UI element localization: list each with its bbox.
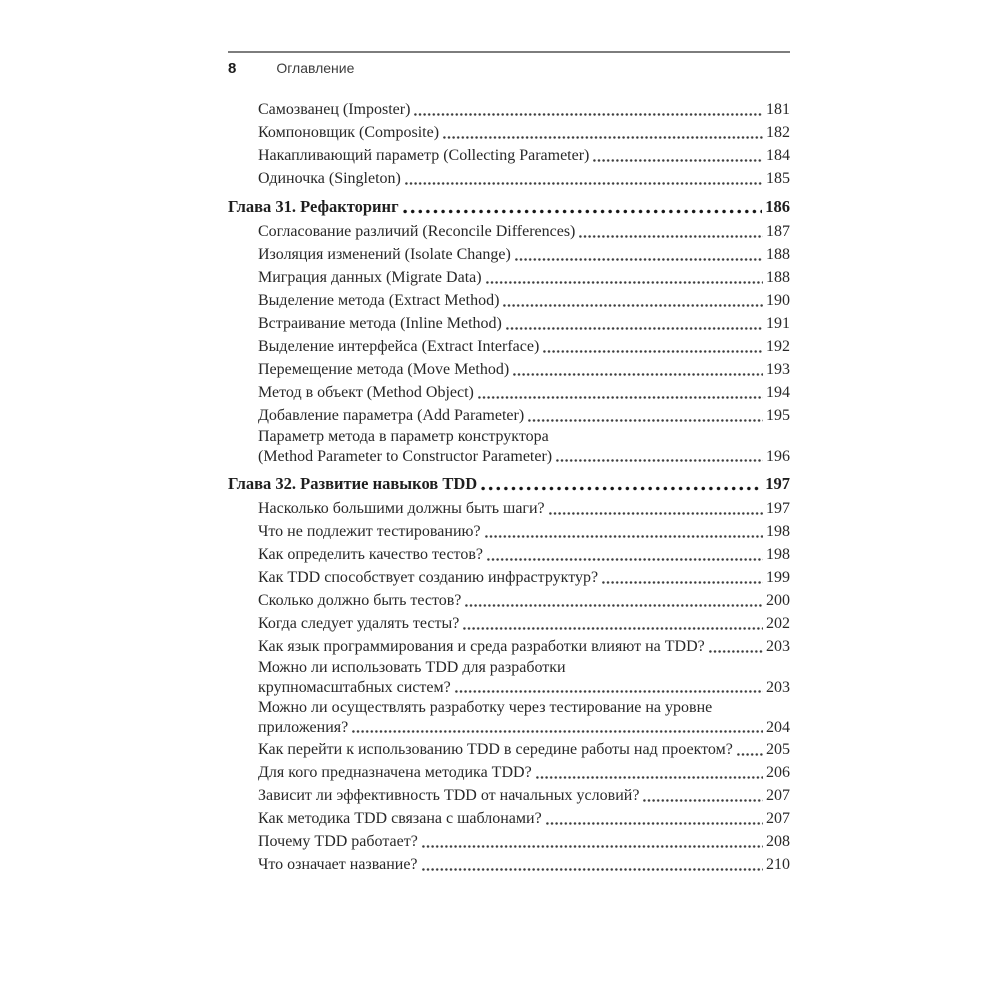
toc-chapter-entry — [228, 472, 790, 495]
toc-entry-title: крупномасштабных систем? — [258, 679, 451, 696]
toc-page-number: 196 — [766, 448, 790, 465]
toc-page-number: 181 — [766, 101, 790, 118]
toc-entry-title: Добавление параметра (Add Parameter) — [258, 407, 525, 424]
toc-sub-entry — [228, 144, 790, 167]
toc-sub-entry — [228, 698, 790, 738]
toc-sub-entry — [228, 635, 790, 658]
toc-page-number: 193 — [766, 361, 790, 378]
dot-leader — [506, 326, 763, 331]
toc-entry-title: (Method Parameter to Constructor Parameter) — [258, 448, 553, 465]
toc-entry-title: Встраивание метода (Inline Method) — [258, 315, 502, 332]
toc-sub-entry — [228, 381, 790, 404]
dot-leader — [422, 844, 763, 849]
dot-leader — [546, 821, 763, 826]
dot-leader — [709, 649, 763, 654]
running-header — [228, 60, 790, 77]
dot-leader — [549, 511, 763, 516]
dot-leader — [405, 181, 763, 186]
toc-sub-entry — [228, 121, 790, 144]
toc-page-number: 191 — [766, 315, 790, 332]
toc-entry-title: Для кого предназначена методика TDD? — [258, 764, 532, 781]
toc-sub-entry — [228, 658, 790, 698]
toc-entry-title: Параметр метода в параметр конструктора — [258, 428, 549, 445]
dot-leader — [602, 580, 763, 585]
toc-entry-title: Сколько должно быть тестов? — [258, 592, 462, 609]
toc-entry-title: Как определить качество тестов? — [258, 546, 483, 563]
dot-leader — [481, 486, 762, 491]
toc-page-number: 202 — [766, 615, 790, 632]
dot-leader — [485, 534, 763, 539]
toc-page-number: 184 — [766, 147, 790, 164]
toc-entry-title: Компоновщик (Composite) — [258, 124, 440, 141]
toc-entry-title: Глава 32. Развитие навыков TDD — [228, 474, 478, 493]
toc-page-number: 186 — [765, 197, 790, 216]
toc-entry-title: Миграция данных (Migrate Data) — [258, 269, 482, 286]
dot-leader — [414, 112, 763, 117]
dot-leader — [737, 752, 763, 757]
toc-entry-title: Изоляция изменений (Isolate Change) — [258, 246, 511, 263]
toc-page-number: 194 — [766, 384, 790, 401]
toc-page-number: 204 — [766, 719, 790, 736]
toc-sub-entry — [228, 404, 790, 427]
toc-page-number: 195 — [766, 407, 790, 424]
toc-page-number: 207 — [766, 787, 790, 804]
toc-entry-title: Почему TDD работает? — [258, 833, 418, 850]
toc-page-number: 203 — [766, 638, 790, 655]
toc-page-number: 198 — [766, 546, 790, 563]
dot-leader — [463, 626, 763, 631]
dot-leader — [579, 234, 763, 239]
toc-entry-title: Перемещение метода (Move Method) — [258, 361, 510, 378]
toc-page-number: 182 — [766, 124, 790, 141]
toc-sub-entry — [228, 98, 790, 121]
toc-page-number: 205 — [766, 741, 790, 758]
toc-page-number: 197 — [765, 474, 790, 493]
toc-page-number: 206 — [766, 764, 790, 781]
dot-leader — [487, 557, 763, 562]
toc-page-number: 207 — [766, 810, 790, 827]
toc-entry-title: Согласование различий (Reconcile Differences) — [258, 223, 576, 240]
toc-entry-title: Когда следует удалять тесты? — [258, 615, 460, 632]
toc-entry-title: Выделение метода (Extract Method) — [258, 292, 500, 309]
dot-leader — [503, 303, 763, 308]
toc-entry-title: приложения? — [258, 719, 349, 736]
running-title: Оглавление — [276, 60, 355, 76]
toc-page-number: 197 — [766, 500, 790, 517]
toc-sub-entry — [228, 853, 790, 876]
header-rule — [228, 51, 790, 53]
toc-page-number: 198 — [766, 523, 790, 540]
toc-sub-entry — [228, 427, 790, 467]
toc-entry-title: Как методика TDD связана с шаблонами? — [258, 810, 542, 827]
toc-entry-title: Метод в объект (Method Object) — [258, 384, 474, 401]
toc-sub-entry — [228, 167, 790, 190]
toc-page-number: 199 — [766, 569, 790, 586]
dot-leader — [486, 280, 763, 285]
toc-entry-title: Одиночка (Singleton) — [258, 170, 401, 187]
toc-entry-title: Глава 31. Рефакторинг — [228, 197, 399, 216]
toc-entry-title: Как TDD способствует созданию инфраструктур? — [258, 569, 599, 586]
toc-page-number: 190 — [766, 292, 790, 309]
toc-page-number: 210 — [766, 856, 790, 873]
dot-leader — [536, 775, 763, 780]
dot-leader — [422, 867, 763, 872]
toc-sub-entry — [228, 589, 790, 612]
toc-sub-entry — [228, 358, 790, 381]
toc-sub-entry — [228, 543, 790, 566]
toc-list — [228, 98, 790, 876]
toc-page-number: 188 — [766, 246, 790, 263]
toc-entry-title: Насколько большими должны быть шаги? — [258, 500, 545, 517]
toc-chapter-entry — [228, 195, 790, 218]
dot-leader — [556, 458, 763, 463]
toc-entry-title: Выделение интерфейса (Extract Interface) — [258, 338, 540, 355]
toc-page-number: 185 — [766, 170, 790, 187]
running-page-number: 8 — [228, 60, 237, 77]
toc-sub-entry — [228, 830, 790, 853]
toc-sub-entry — [228, 761, 790, 784]
toc-entry-title: Можно ли осуществлять разработку через тестирование на уровне — [258, 699, 713, 716]
toc-entry-title: Можно ли использовать TDD для разработки — [258, 659, 566, 676]
toc-entry-title: Что означает название? — [258, 856, 418, 873]
dot-leader — [478, 395, 763, 400]
toc-entry-title: Что не подлежит тестированию? — [258, 523, 481, 540]
toc-sub-entry — [228, 220, 790, 243]
dot-leader — [515, 257, 763, 262]
dot-leader — [403, 209, 763, 214]
toc-sub-entry — [228, 566, 790, 589]
toc-sub-entry — [228, 497, 790, 520]
dot-leader — [465, 603, 763, 608]
toc-sub-entry — [228, 612, 790, 635]
toc-entry-title: Накапливающий параметр (Collecting Parameter) — [258, 147, 590, 164]
toc-entry-title: Самозванец (Imposter) — [258, 101, 411, 118]
dot-leader — [593, 158, 763, 163]
toc-sub-entry — [228, 289, 790, 312]
dot-leader — [543, 349, 763, 354]
dot-leader — [513, 372, 763, 377]
toc-entry-title: Как язык программирования и среда разработки влияют на TDD? — [258, 638, 705, 655]
toc-page-number: 187 — [766, 223, 790, 240]
toc-page-number: 203 — [766, 679, 790, 696]
toc-sub-entry — [228, 266, 790, 289]
toc-entry-title: Как перейти к использованию TDD в середине работы над проектом? — [258, 741, 733, 758]
dot-leader — [455, 689, 763, 694]
toc-sub-entry — [228, 335, 790, 358]
toc-sub-entry — [228, 520, 790, 543]
toc-page-number: 188 — [766, 269, 790, 286]
toc-page-number: 200 — [766, 592, 790, 609]
dot-leader — [352, 729, 763, 734]
toc-sub-entry — [228, 312, 790, 335]
toc-entry-title: Зависит ли эффективность TDD от начальных условий? — [258, 787, 640, 804]
dot-leader — [528, 418, 763, 423]
toc-page-number: 192 — [766, 338, 790, 355]
toc-sub-entry — [228, 243, 790, 266]
toc-sub-entry — [228, 738, 790, 761]
toc-sub-entry — [228, 807, 790, 830]
toc-page-number: 208 — [766, 833, 790, 850]
toc-sub-entry — [228, 784, 790, 807]
dot-leader — [643, 798, 763, 803]
dot-leader — [443, 135, 763, 140]
